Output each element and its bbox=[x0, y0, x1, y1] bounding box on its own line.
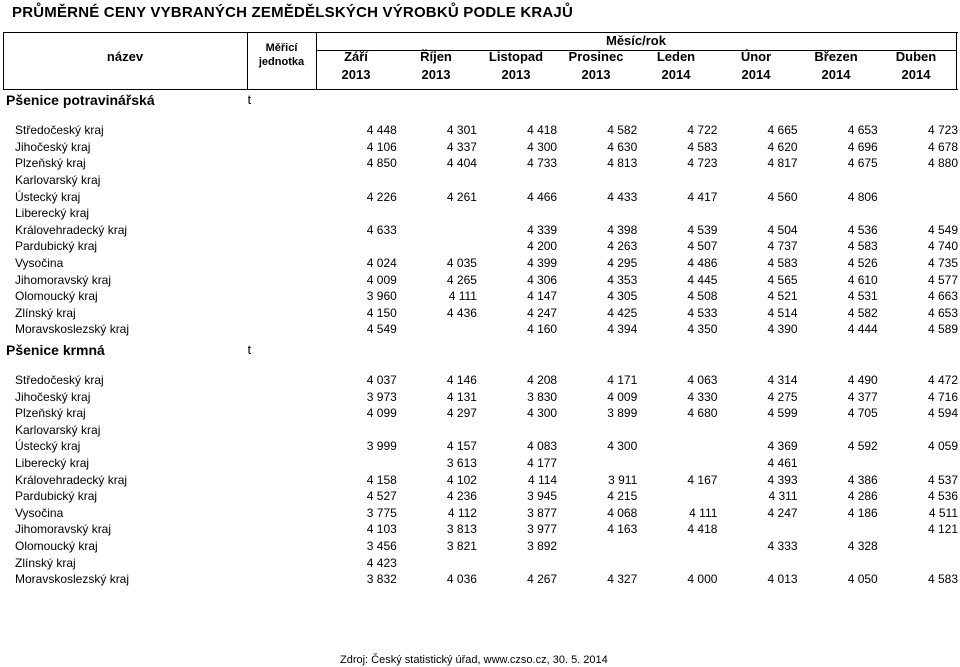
price-cell bbox=[798, 521, 878, 538]
price-cell bbox=[637, 488, 717, 505]
price-cell: 4 236 bbox=[446, 489, 477, 504]
table-row bbox=[3, 188, 958, 205]
price-cell: 4 111 bbox=[689, 505, 718, 520]
price-cell: 4 511 bbox=[928, 505, 958, 520]
price-cell: 4 386 bbox=[847, 472, 878, 487]
price-cell bbox=[317, 422, 397, 439]
price-cell: 4 583 bbox=[847, 239, 878, 254]
price-cell bbox=[557, 538, 637, 555]
table-row bbox=[3, 172, 958, 189]
price-cell: 4 490 bbox=[847, 373, 878, 388]
price-cell: 4 398 bbox=[607, 222, 638, 237]
region-name: Středočeský kraj bbox=[15, 123, 104, 138]
price-cell: 4 599 bbox=[767, 406, 798, 421]
price-cell: 4 103 bbox=[366, 522, 397, 537]
region-name: Jihočeský kraj bbox=[15, 139, 91, 154]
price-cell: 4 350 bbox=[687, 322, 718, 337]
header-name: název bbox=[106, 49, 144, 64]
price-cell bbox=[798, 205, 878, 222]
region-name: Ústecký kraj bbox=[15, 439, 81, 454]
price-cell: 4 114 bbox=[527, 472, 558, 487]
price-cell bbox=[878, 188, 958, 205]
price-cell: 4 433 bbox=[607, 189, 638, 204]
price-cell: 3 775 bbox=[366, 505, 397, 520]
table-row bbox=[3, 321, 958, 338]
price-cell: 4 418 bbox=[527, 123, 558, 138]
table-row bbox=[3, 504, 958, 521]
price-cell: 4 146 bbox=[446, 373, 477, 388]
region-name: Královehradecký kraj bbox=[15, 472, 128, 487]
price-cell: 4 267 bbox=[527, 572, 558, 587]
region-name: Moravskoslezský kraj bbox=[15, 572, 130, 587]
price-cell: 3 960 bbox=[366, 289, 397, 304]
region-name: Vysočina bbox=[15, 505, 64, 520]
price-cell: 4 111 bbox=[448, 289, 477, 304]
price-cell: 4 806 bbox=[847, 189, 878, 204]
price-cell bbox=[397, 422, 477, 439]
price-cell: 4 286 bbox=[847, 489, 878, 504]
price-cell: 3 832 bbox=[366, 572, 397, 587]
price-cell: 4 663 bbox=[927, 289, 958, 304]
price-cell: 4 036 bbox=[446, 572, 477, 587]
price-cell: 4 531 bbox=[847, 289, 878, 304]
table-row bbox=[3, 488, 958, 505]
region-name: Karlovarský kraj bbox=[15, 422, 101, 437]
price-cell bbox=[637, 455, 717, 472]
price-cell: 4 353 bbox=[607, 272, 638, 287]
price-cell: 4 539 bbox=[687, 222, 718, 237]
region-name: Středočeský kraj bbox=[15, 373, 104, 388]
price-cell: 4 167 bbox=[687, 472, 718, 487]
price-cell: 4 583 bbox=[927, 572, 958, 587]
table-row bbox=[3, 521, 958, 538]
price-cell: 4 275 bbox=[767, 389, 798, 404]
price-cell bbox=[477, 554, 557, 571]
price-cell: 4 653 bbox=[927, 305, 958, 320]
price-cell: 4 527 bbox=[366, 489, 397, 504]
price-cell bbox=[477, 172, 557, 189]
header-month: Prosinec bbox=[568, 49, 624, 64]
price-cell: 4 461 bbox=[767, 455, 798, 470]
price-cell: 4 112 bbox=[447, 505, 477, 520]
price-cell: 4 300 bbox=[527, 139, 558, 154]
region-name: Plzeňský kraj bbox=[15, 406, 86, 421]
price-cell bbox=[878, 205, 958, 222]
price-cell bbox=[717, 205, 797, 222]
price-cell: 4 549 bbox=[366, 322, 397, 337]
price-cell bbox=[397, 222, 477, 239]
price-cell: 3 911 bbox=[608, 472, 638, 487]
price-cell: 4 158 bbox=[366, 472, 397, 487]
price-cell bbox=[717, 172, 797, 189]
price-cell: 4 582 bbox=[847, 305, 878, 320]
region-name: Jihočeský kraj bbox=[15, 389, 91, 404]
price-cell: 4 577 bbox=[927, 272, 958, 287]
price-cell: 4 330 bbox=[687, 389, 718, 404]
price-cell: 4 880 bbox=[927, 156, 958, 171]
price-table bbox=[3, 88, 958, 587]
region-name: Pardubický kraj bbox=[15, 489, 98, 504]
price-cell: 3 945 bbox=[527, 489, 558, 504]
price-cell: 4 436 bbox=[446, 305, 477, 320]
price-cell: 3 613 bbox=[446, 455, 477, 470]
price-cell: 4 377 bbox=[847, 389, 878, 404]
price-cell: 4 582 bbox=[607, 123, 638, 138]
price-cell: 4 059 bbox=[927, 439, 958, 454]
section-name: Pšenice krmná bbox=[6, 341, 105, 358]
table-row bbox=[3, 405, 958, 422]
price-cell: 4 328 bbox=[847, 538, 878, 553]
price-cell: 3 456 bbox=[366, 538, 397, 553]
price-cell: 4 560 bbox=[767, 189, 798, 204]
header-year: 2014 bbox=[901, 67, 931, 82]
price-cell bbox=[878, 554, 958, 571]
table-row bbox=[3, 288, 958, 305]
price-cell: 4 121 bbox=[927, 522, 958, 537]
price-cell: 4 696 bbox=[847, 139, 878, 154]
price-cell: 4 300 bbox=[607, 439, 638, 454]
price-cell bbox=[878, 455, 958, 472]
price-cell: 4 106 bbox=[366, 139, 397, 154]
price-cell: 4 226 bbox=[366, 189, 397, 204]
price-cell bbox=[798, 172, 878, 189]
region-name: Jihomoravský kraj bbox=[15, 522, 112, 537]
price-cell: 4 263 bbox=[607, 239, 638, 254]
price-cell: 4 333 bbox=[767, 538, 798, 553]
price-cell: 4 295 bbox=[607, 256, 638, 271]
header-year: 2013 bbox=[581, 67, 611, 82]
price-cell: 4 215 bbox=[607, 489, 638, 504]
section-unit: t bbox=[247, 341, 252, 357]
price-cell: 4 131 bbox=[446, 389, 477, 404]
price-cell: 4 339 bbox=[527, 222, 558, 237]
price-cell: 4 261 bbox=[446, 189, 477, 204]
price-cell: 4 177 bbox=[527, 455, 558, 470]
price-cell: 4 740 bbox=[927, 239, 958, 254]
price-cell: 4 678 bbox=[927, 139, 958, 154]
page-title: PRŮMĚRNÉ CENY VYBRANÝCH ZEMĚDĚLSKÝCH VÝROBKŮ PODLE KRAJŮ bbox=[12, 4, 573, 21]
price-cell: 4 735 bbox=[927, 256, 958, 271]
section-header-row bbox=[3, 338, 958, 362]
price-cell bbox=[798, 422, 878, 439]
price-cell bbox=[798, 554, 878, 571]
price-cell: 4 024 bbox=[366, 256, 397, 271]
price-cell: 4 247 bbox=[527, 305, 558, 320]
header-year: 2014 bbox=[741, 67, 771, 82]
price-cell bbox=[878, 538, 958, 555]
price-cell: 3 973 bbox=[366, 389, 397, 404]
header-unit-line2: jednotka bbox=[258, 56, 305, 68]
price-cell: 4 050 bbox=[847, 572, 878, 587]
price-cell: 4 565 bbox=[767, 272, 798, 287]
price-cell: 4 404 bbox=[446, 156, 477, 171]
header-month: Září bbox=[344, 49, 368, 64]
price-cell: 4 583 bbox=[687, 139, 718, 154]
region-name: Ústecký kraj bbox=[15, 189, 81, 204]
price-cell: 3 877 bbox=[527, 505, 558, 520]
price-cell bbox=[557, 172, 637, 189]
price-cell bbox=[798, 455, 878, 472]
price-cell: 4 533 bbox=[687, 305, 718, 320]
price-cell: 3 821 bbox=[446, 538, 477, 553]
price-cell: 4 444 bbox=[847, 322, 878, 337]
price-cell: 4 068 bbox=[607, 505, 638, 520]
price-cell: 4 247 bbox=[767, 505, 798, 520]
price-cell: 4 147 bbox=[527, 289, 558, 304]
price-cell: 4 549 bbox=[927, 222, 958, 237]
price-cell: 4 037 bbox=[366, 373, 397, 388]
price-cell: 4 013 bbox=[767, 572, 798, 587]
price-cell bbox=[637, 422, 717, 439]
price-cell: 4 536 bbox=[847, 222, 878, 237]
table-row bbox=[3, 372, 958, 389]
price-cell: 4 390 bbox=[767, 322, 798, 337]
price-cell bbox=[397, 238, 477, 255]
price-cell bbox=[477, 422, 557, 439]
table-row bbox=[3, 139, 958, 156]
price-cell bbox=[637, 438, 717, 455]
price-cell: 4 716 bbox=[927, 389, 958, 404]
price-cell: 4 630 bbox=[607, 139, 638, 154]
price-cell: 4 486 bbox=[687, 256, 718, 271]
price-cell bbox=[637, 538, 717, 555]
region-name: Moravskoslezský kraj bbox=[15, 322, 130, 337]
region-name: Liberecký kraj bbox=[15, 455, 90, 470]
table-row bbox=[3, 305, 958, 322]
region-name: Královehradecký kraj bbox=[15, 222, 128, 237]
price-cell: 4 369 bbox=[767, 439, 798, 454]
price-cell: 4 160 bbox=[527, 322, 558, 337]
price-cell: 4 723 bbox=[927, 123, 958, 138]
price-cell: 4 653 bbox=[847, 123, 878, 138]
price-cell: 4 311 bbox=[768, 489, 798, 504]
price-cell: 4 466 bbox=[527, 189, 558, 204]
table-row bbox=[3, 205, 958, 222]
price-cell: 4 665 bbox=[767, 123, 798, 138]
region-name: Karlovarský kraj bbox=[15, 173, 101, 188]
section-name: Pšenice potravinářská bbox=[6, 92, 155, 108]
table-row bbox=[3, 388, 958, 405]
price-cell bbox=[317, 172, 397, 189]
price-cell bbox=[637, 172, 717, 189]
price-cell bbox=[878, 172, 958, 189]
price-cell: 4 526 bbox=[847, 256, 878, 271]
table-row bbox=[3, 238, 958, 255]
price-cell: 4 301 bbox=[446, 123, 477, 138]
price-cell: 4 418 bbox=[687, 522, 718, 537]
price-cell: 4 723 bbox=[687, 156, 718, 171]
header-unit-line1: Měřicí bbox=[265, 42, 298, 54]
header-year: 2014 bbox=[661, 67, 691, 82]
source-note: Zdroj: Český statistický úřad, www.czso.cz, 30. 5. 2014 bbox=[340, 654, 608, 666]
price-cell: 4 850 bbox=[366, 156, 397, 171]
price-cell: 3 813 bbox=[446, 522, 477, 537]
price-cell: 4 445 bbox=[687, 272, 718, 287]
price-cell: 3 892 bbox=[527, 538, 558, 553]
price-cell: 4 813 bbox=[607, 156, 638, 171]
price-cell: 4 063 bbox=[687, 373, 718, 388]
price-cell bbox=[637, 554, 717, 571]
price-cell: 4 300 bbox=[527, 406, 558, 421]
price-cell: 4 163 bbox=[607, 522, 638, 537]
price-cell bbox=[557, 205, 637, 222]
header-month: Březen bbox=[814, 49, 858, 64]
region-name: Plzeňský kraj bbox=[15, 156, 86, 171]
price-cell: 4 186 bbox=[847, 505, 878, 520]
price-cell: 4 009 bbox=[607, 389, 638, 404]
price-cell: 4 208 bbox=[527, 373, 558, 388]
price-cell: 4 508 bbox=[687, 289, 718, 304]
price-cell: 4 514 bbox=[767, 305, 798, 320]
price-cell: 4 425 bbox=[607, 305, 638, 320]
price-cell: 4 297 bbox=[446, 406, 477, 421]
price-cell: 4 507 bbox=[687, 239, 718, 254]
price-cell: 4 306 bbox=[527, 272, 558, 287]
price-cell: 4 314 bbox=[767, 373, 798, 388]
price-cell: 4 200 bbox=[527, 239, 558, 254]
price-cell: 4 705 bbox=[847, 406, 878, 421]
price-cell bbox=[397, 172, 477, 189]
price-cell: 4 680 bbox=[687, 406, 718, 421]
header-group: Měsíc/rok bbox=[606, 33, 666, 48]
header-month: Listopad bbox=[488, 49, 544, 64]
price-cell: 4 675 bbox=[847, 156, 878, 171]
table-row bbox=[3, 122, 958, 139]
price-cell: 4 083 bbox=[527, 439, 558, 454]
price-cell bbox=[717, 554, 797, 571]
price-cell bbox=[557, 554, 637, 571]
price-cell: 4 399 bbox=[527, 256, 558, 271]
price-cell: 4 099 bbox=[366, 406, 397, 421]
price-cell: 4 536 bbox=[927, 489, 958, 504]
price-cell: 4 305 bbox=[607, 289, 638, 304]
table-row bbox=[3, 455, 958, 472]
price-cell: 4 722 bbox=[687, 123, 718, 138]
table-row bbox=[3, 255, 958, 272]
price-cell bbox=[317, 455, 397, 472]
price-cell: 3 977 bbox=[527, 522, 558, 537]
table-header bbox=[3, 32, 958, 90]
price-cell bbox=[317, 238, 397, 255]
header-month: Leden bbox=[656, 49, 696, 64]
price-cell bbox=[557, 422, 637, 439]
price-cell bbox=[477, 205, 557, 222]
price-cell: 4 265 bbox=[446, 272, 477, 287]
price-cell: 4 394 bbox=[607, 322, 638, 337]
table-row bbox=[3, 571, 958, 588]
price-cell: 4 035 bbox=[446, 256, 477, 271]
price-cell bbox=[397, 321, 477, 338]
price-cell: 4 448 bbox=[366, 123, 397, 138]
region-name: Olomoucký kraj bbox=[15, 289, 98, 304]
header-month: Únor bbox=[740, 49, 772, 64]
table-row bbox=[3, 222, 958, 239]
price-cell bbox=[397, 205, 477, 222]
price-cell: 4 472 bbox=[927, 373, 958, 388]
price-cell: 4 737 bbox=[767, 239, 798, 254]
price-cell: 4 620 bbox=[767, 139, 798, 154]
price-cell: 4 633 bbox=[366, 222, 397, 237]
price-cell: 4 171 bbox=[607, 373, 638, 388]
table-row bbox=[3, 155, 958, 172]
price-cell: 4 327 bbox=[607, 572, 638, 587]
price-cell: 4 504 bbox=[767, 222, 798, 237]
price-cell: 4 583 bbox=[767, 256, 798, 271]
price-cell bbox=[637, 205, 717, 222]
table-row bbox=[3, 422, 958, 439]
price-cell bbox=[397, 554, 477, 571]
table-row bbox=[3, 471, 958, 488]
price-cell bbox=[317, 205, 397, 222]
header-year: 2014 bbox=[821, 67, 851, 82]
header-month: Říjen bbox=[420, 49, 452, 64]
price-cell: 3 999 bbox=[366, 439, 397, 454]
price-cell: 4 000 bbox=[687, 572, 718, 587]
header-year: 2013 bbox=[421, 67, 451, 82]
price-cell: 3 830 bbox=[527, 389, 558, 404]
price-cell bbox=[557, 455, 637, 472]
table-row bbox=[3, 438, 958, 455]
price-cell bbox=[717, 521, 797, 538]
table-row bbox=[3, 538, 958, 555]
price-cell: 4 009 bbox=[366, 272, 397, 287]
price-cell: 4 592 bbox=[847, 439, 878, 454]
price-cell: 3 899 bbox=[607, 406, 638, 421]
price-cell bbox=[878, 422, 958, 439]
price-cell: 4 817 bbox=[767, 156, 798, 171]
header-year: 2013 bbox=[501, 67, 531, 82]
price-cell: 4 417 bbox=[687, 189, 718, 204]
price-cell: 4 157 bbox=[446, 439, 477, 454]
price-cell bbox=[717, 422, 797, 439]
price-cell: 4 337 bbox=[446, 139, 477, 154]
price-cell: 4 423 bbox=[366, 555, 397, 570]
region-name: Liberecký kraj bbox=[15, 206, 90, 221]
price-cell: 4 393 bbox=[767, 472, 798, 487]
table-row bbox=[3, 271, 958, 288]
region-name: Pardubický kraj bbox=[15, 239, 98, 254]
price-cell: 4 102 bbox=[446, 472, 477, 487]
price-cell: 4 589 bbox=[927, 322, 958, 337]
price-cell: 4 733 bbox=[527, 156, 558, 171]
region-name: Zlínský kraj bbox=[15, 555, 76, 570]
price-cell: 4 521 bbox=[767, 289, 798, 304]
price-cell: 4 610 bbox=[847, 272, 878, 287]
section-unit: t bbox=[247, 92, 252, 107]
region-name: Zlínský kraj bbox=[15, 305, 76, 320]
header-year: 2013 bbox=[341, 67, 371, 82]
price-cell: 4 150 bbox=[366, 305, 397, 320]
header-month: Duben bbox=[895, 49, 937, 64]
table-row bbox=[3, 554, 958, 571]
price-cell: 4 594 bbox=[927, 406, 958, 421]
region-name: Olomoucký kraj bbox=[15, 538, 98, 553]
price-cell: 4 537 bbox=[927, 472, 958, 487]
section-header-row bbox=[3, 88, 958, 112]
region-name: Vysočina bbox=[15, 256, 64, 271]
region-name: Jihomoravský kraj bbox=[15, 272, 112, 287]
